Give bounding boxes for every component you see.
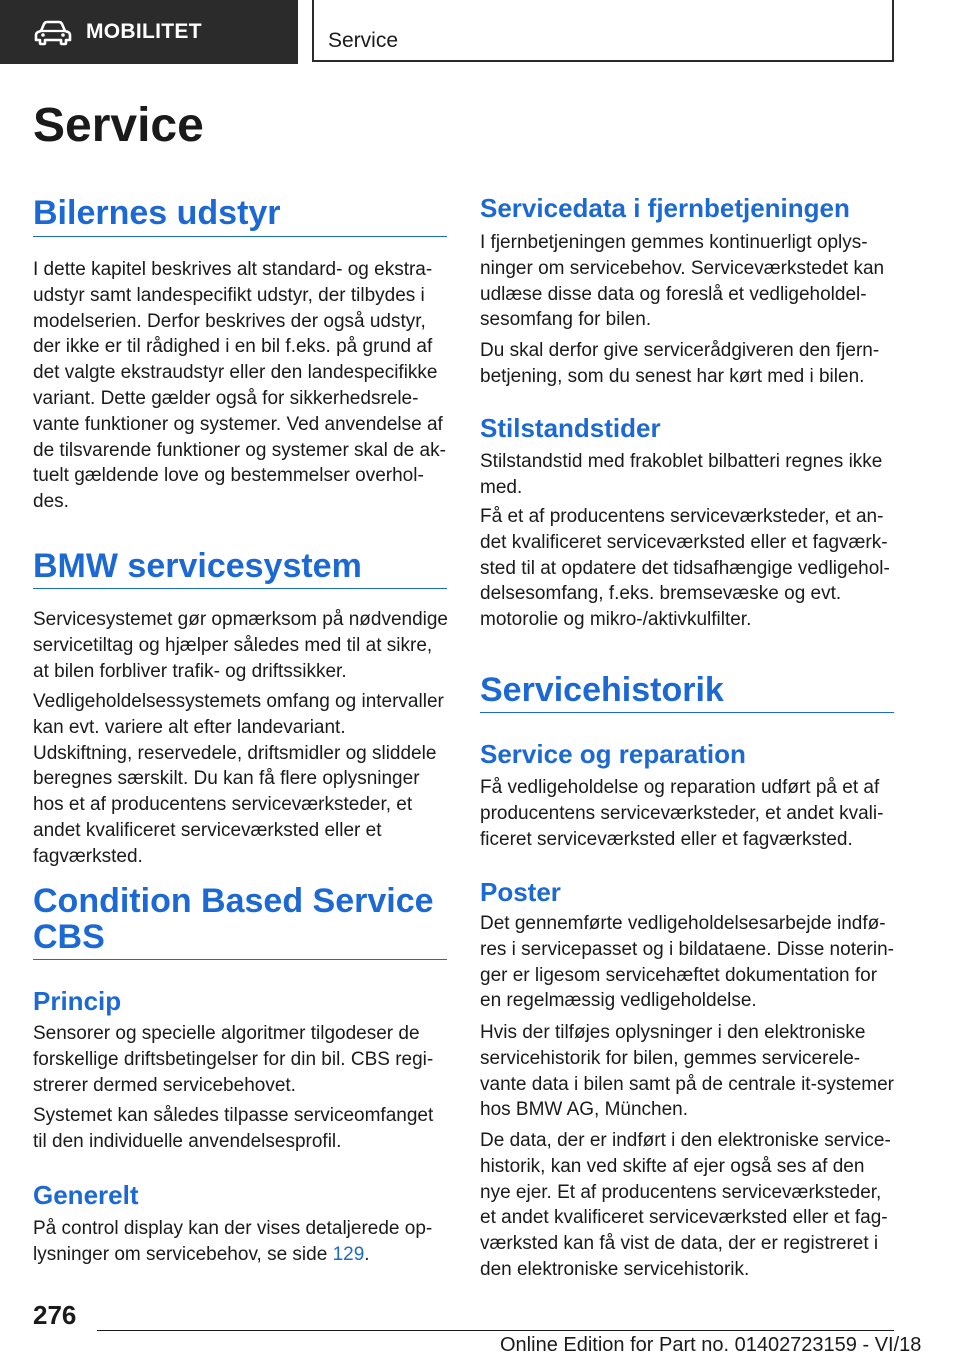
subheading-stilstandstider: Stilstandstider [480, 413, 661, 443]
paragraph: Få vedligeholdelse og reparation udført på et af producentens serviceværksteder, et andet kvalificeret serviceværksted eller et fagværksted. [480, 777, 884, 850]
heading-rule [33, 588, 447, 589]
subheading-servicedata: Servicedata i fjernbetjeningen [480, 193, 850, 223]
heading-bilernes-udstyr: Bilernes udstyr [33, 194, 281, 232]
footer-edition-text: Online Edition for Part no. 01402723159 - VI/18 [500, 1334, 922, 1356]
heading-rule [33, 959, 447, 960]
page-title: Service [33, 99, 204, 152]
paragraph: Systemet kan således tilpasse serviceomfanget til den individuelle anvendelsesprofil. [33, 1105, 434, 1152]
paragraph: Servicesystemet gør opmærksom på nødvendige servicetiltag og hjælper således med til at sikre, at bilen forbliver trafik- og driftssikker. [33, 609, 448, 682]
subheading-generelt: Generelt [33, 1180, 139, 1210]
paragraph: Vedligeholdelsessystemets omfang og intervaller kan evt. variere alt efter landevariant. Udskiftning, reservedele, driftsmidler og sliddele beregnes særskilt. Du kan få flere oplysninger hos et af producentens serviceværksteder, et andet kvalificeret serviceværksted eller et fagværksted. [33, 691, 444, 867]
section-tab-mobilitet[interactable] [0, 0, 298, 64]
heading-rule [33, 236, 447, 237]
subheading-poster: Poster [480, 877, 561, 907]
paragraph [33, 1216, 449, 1268]
paragraph: Få et af producentens serviceværksteder, et andet kvalificeret serviceværksted eller et fagværksted til at opdatere det tidsafhængige vedligeholdelsesomfang, f.eks. bremsevæske og evt. motorolie og mikro-/aktivkulfilter. [480, 506, 890, 631]
footer-rule [97, 1330, 894, 1331]
page-number: 276 [33, 1300, 77, 1330]
subheading-service-og-reparation: Service og reparation [480, 739, 746, 769]
heading-rule [480, 712, 894, 713]
top-navigation [0, 0, 960, 66]
heading-servicehistorik: Servicehistorik [480, 671, 724, 709]
breadcrumb-label: Service [328, 29, 399, 52]
heading-bmw-servicesystem: BMW servicesystem [33, 547, 362, 585]
paragraph-text: På control display kan der vises detaljerede oplysninger om servicebehov, se side [33, 1218, 433, 1265]
paragraph: I dette kapitel beskrives alt standard- og ekstraudstyr samt landespecifikt udstyr, der tilbydes i modelserien. Derfor beskrives der også udstyr, der ikke er til rådighed i en bil f.eks. på grund af det valgte ekstraudstyr eller den landespecifikke variant. Dette gælder også for sikkerhedsrelevante funktioner og systemer. Ved anvendelse af de tilsvarende funktioner og systemer skal de aktuelt gældende love og bestemmelser overholdes. [33, 259, 446, 513]
paragraph: Det gennemførte vedligeholdelsesarbejde indføres i servicepasset og i bildataene. Disse noteringer er ligesom servicehæftet dokumentation for en regelmæssig vedligeholdelse. [480, 913, 894, 1012]
paragraph: Sensorer og specielle algoritmer tilgodeser de forskellige driftsbetingelser for din bil. CBS registrerer dermed servicebehovet. [33, 1023, 434, 1096]
car-icon [34, 20, 72, 46]
page-link[interactable]: 129 [332, 1243, 365, 1265]
paragraph-text: . [364, 1243, 370, 1265]
subheading-princip: Princip [33, 986, 122, 1016]
heading-condition-based-service: Condition Based Service CBS [33, 882, 434, 956]
section-tab-label: MOBILITET [86, 20, 202, 43]
paragraph: Stilstandstid med frakoblet bilbatteri regnes ikke med. [480, 451, 883, 498]
paragraph: De data, der er indført i den elektroniske servicehistorik, kan ved skifte af ejer også ses af den nye ejer. Et af producentens serviceværksteder, et andet kvalificeret serviceværksted eller et fagværksted kan få vist de data, der er registreret i den elektroniske servicehistorik. [480, 1130, 891, 1280]
paragraph: Du skal derfor give servicerådgiveren den fjernbetjening, som du senest har kørt med i bilen. [480, 340, 880, 387]
paragraph: I fjernbetjeningen gemmes kontinuerligt oplysninger om servicebehov. Serviceværkstedet kan udlæse disse data og foreslå et vedligeholdelsesomfang for bilen. [480, 232, 885, 331]
paragraph: Hvis der tilføjes oplysninger i den elektroniske servicehistorik for bilen, gemmes servicerelevante data i bilen samt på de centrale it-systemer hos BMW AG, München. [480, 1022, 894, 1121]
breadcrumb[interactable] [312, 0, 894, 62]
